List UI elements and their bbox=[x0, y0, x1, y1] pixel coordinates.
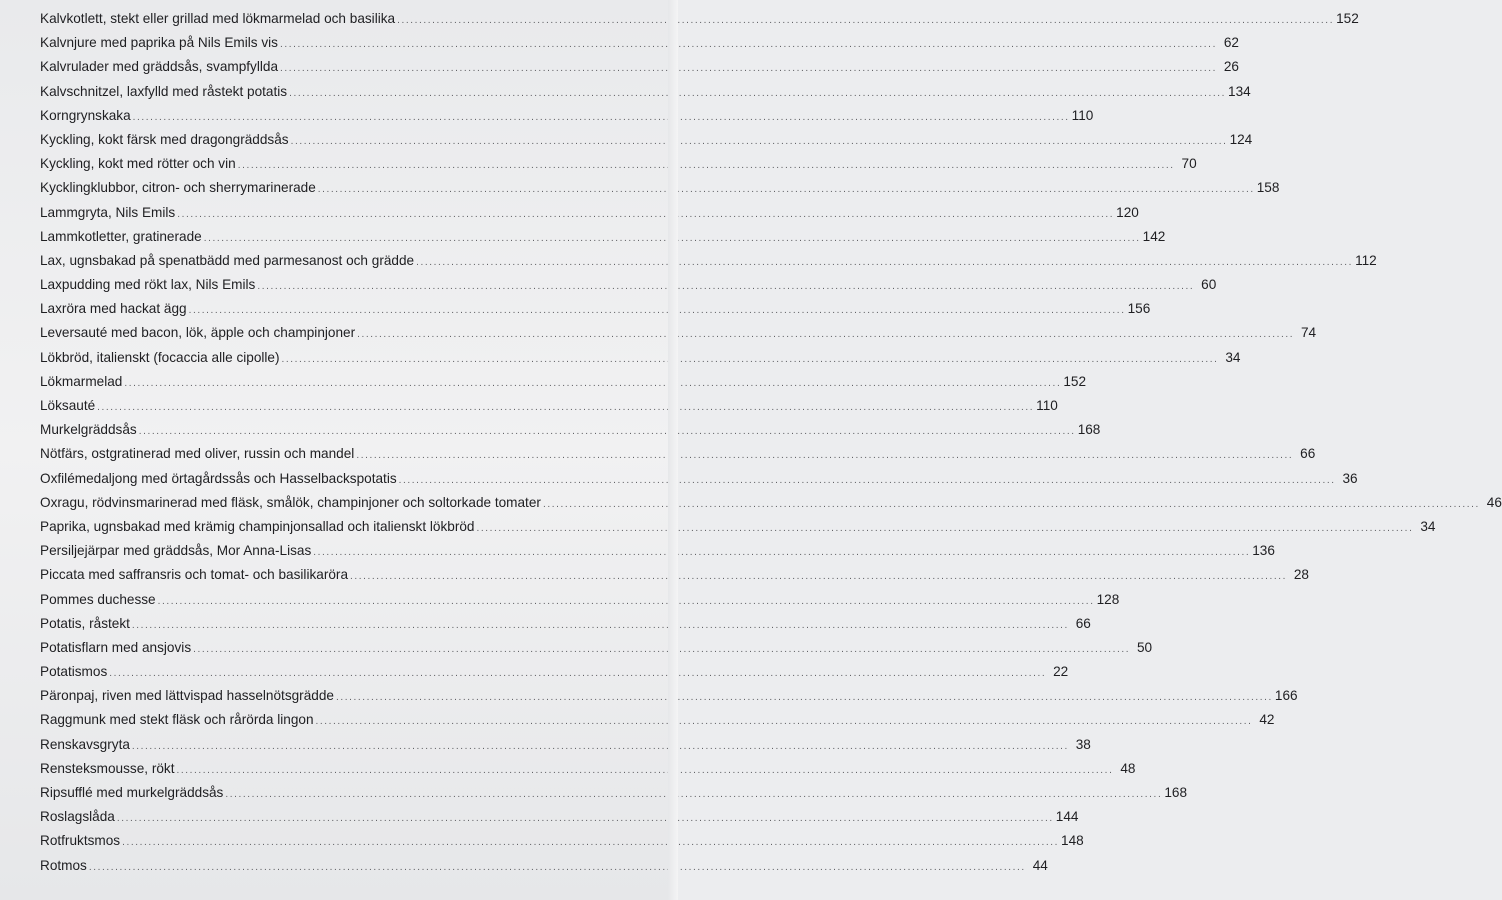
entry-name: Oxragu, rödvinsmarinerad med fläsk, smålök, champinjoner och soltorkade tomater bbox=[40, 494, 541, 510]
entry-name: Paprika, ugnsbakad med krämig champinjonsallad och italienskt lökbröd bbox=[40, 518, 475, 534]
recipe-index-list bbox=[40, 7, 1502, 878]
index-entry bbox=[40, 539, 1275, 563]
index-entry bbox=[40, 80, 1251, 104]
entry-name: Nötfärs, ostgratinerad med oliver, russin och mandel bbox=[40, 446, 355, 462]
entry-name: Kalvkotlett, stekt eller grillad med lökmarmelad och basilika bbox=[40, 11, 396, 26]
dot-leader bbox=[543, 493, 1480, 517]
entry-name: Rotfruktsmos bbox=[40, 833, 121, 849]
index-entry bbox=[40, 55, 1239, 79]
index-entry bbox=[40, 321, 1317, 345]
dot-leader bbox=[117, 807, 1054, 831]
entry-page-number: 34 bbox=[1225, 349, 1241, 365]
dot-leader bbox=[336, 686, 1273, 710]
index-entry bbox=[40, 346, 1241, 370]
index-entry bbox=[40, 31, 1239, 55]
entry-name: Potatismos bbox=[40, 664, 108, 680]
entry-page-number: 38 bbox=[1075, 736, 1091, 752]
entry-page-number: 50 bbox=[1136, 639, 1153, 655]
entry-page-number: 142 bbox=[1142, 228, 1166, 244]
index-entry bbox=[40, 588, 1120, 612]
entry-page-number: 156 bbox=[1127, 301, 1151, 317]
index-entry bbox=[40, 805, 1079, 829]
index-entry bbox=[40, 684, 1298, 708]
entry-page-number: 166 bbox=[1274, 688, 1298, 704]
entry-page-number: 168 bbox=[1164, 785, 1188, 800]
dot-leader bbox=[397, 9, 1334, 33]
entry-page-number: 158 bbox=[1256, 180, 1280, 196]
index-entry bbox=[40, 297, 1151, 321]
entry-name: Lammgryta, Nils Emils bbox=[40, 204, 176, 220]
index-entry bbox=[40, 249, 1377, 273]
entry-name: Lammkotletter, gratinerade bbox=[40, 228, 202, 244]
entry-name: Raggmunk med stekt fläsk och rårörda lingon bbox=[40, 712, 314, 728]
entry-name: Ripsufflé med murkelgräddsås bbox=[40, 785, 224, 800]
entry-name: Rensteksmousse, rökt bbox=[40, 760, 175, 776]
dot-leader bbox=[158, 590, 1095, 614]
index-entry bbox=[40, 563, 1309, 587]
entry-name: Murkelgräddsås bbox=[40, 422, 137, 438]
entry-page-number: 144 bbox=[1055, 809, 1079, 825]
dot-leader bbox=[357, 323, 1294, 347]
entry-name: Kalvrulader med gräddsås, svampfyllda bbox=[40, 59, 279, 75]
entry-name: Pommes duchesse bbox=[40, 591, 156, 607]
entry-page-number: 26 bbox=[1223, 59, 1239, 75]
dot-leader bbox=[280, 57, 1217, 81]
entry-page-number: 22 bbox=[1053, 664, 1069, 680]
entry-name: Oxfilémedaljong med örtagårdssås och Hasselbackspotatis bbox=[40, 470, 397, 486]
index-entry bbox=[40, 104, 1094, 128]
dot-leader bbox=[313, 541, 1250, 565]
index-entry bbox=[40, 176, 1280, 200]
dot-leader bbox=[139, 420, 1076, 444]
dot-leader bbox=[399, 469, 1336, 493]
page-edge bbox=[668, 0, 678, 900]
entry-page-number: 148 bbox=[1061, 833, 1084, 849]
dot-leader bbox=[238, 154, 1175, 178]
dot-leader bbox=[109, 662, 1046, 686]
entry-name: Rotmos bbox=[40, 857, 87, 873]
entry-page-number: 120 bbox=[1116, 204, 1139, 220]
index-entry bbox=[40, 515, 1436, 539]
entry-name: Laxröra med hackat ägg bbox=[40, 301, 187, 317]
index-entry bbox=[40, 201, 1139, 225]
index-entry bbox=[40, 636, 1153, 660]
index-entry bbox=[40, 708, 1275, 732]
index-entry bbox=[40, 733, 1091, 757]
entry-page-number: 48 bbox=[1120, 760, 1136, 776]
index-entry bbox=[40, 467, 1358, 491]
index-entry bbox=[40, 829, 1084, 853]
dot-leader bbox=[176, 759, 1113, 783]
dot-leader bbox=[318, 178, 1255, 202]
entry-page-number: 46 bbox=[1486, 494, 1502, 510]
entry-page-number: 110 bbox=[1036, 398, 1058, 413]
entry-name: Lökbröd, italienskt (focaccia alle cipolle) bbox=[40, 349, 280, 365]
dot-leader bbox=[280, 33, 1217, 57]
entry-name: Renskavsgryta bbox=[40, 736, 130, 752]
entry-name: Potatis, råstekt bbox=[40, 615, 130, 631]
entry-name: Kyckling, kokt färsk med dragongräddsås bbox=[40, 131, 289, 147]
dot-leader bbox=[97, 396, 1034, 420]
index-entry bbox=[40, 781, 1188, 805]
dot-leader bbox=[132, 735, 1069, 759]
dot-leader bbox=[225, 783, 1162, 807]
dot-leader bbox=[89, 856, 1026, 880]
entry-page-number: 44 bbox=[1032, 857, 1048, 873]
index-entry bbox=[40, 418, 1101, 442]
dot-leader bbox=[124, 372, 1061, 396]
entry-name: Persiljejärpar med gräddsås, Mor Anna-Lisas bbox=[40, 543, 312, 559]
index-entry bbox=[40, 854, 1048, 878]
dot-leader bbox=[291, 130, 1228, 154]
entry-name: Kalvschnitzel, laxfylld med råstekt potatis bbox=[40, 83, 288, 99]
entry-name: Lökmarmelad bbox=[40, 373, 123, 389]
entry-name: Leversauté med bacon, lök, äpple och champinjoner bbox=[40, 325, 356, 341]
index-entry bbox=[40, 225, 1166, 249]
entry-name: Kyckling, kokt med rötter och vin bbox=[40, 156, 236, 172]
index-entry bbox=[40, 152, 1197, 176]
dot-leader bbox=[257, 275, 1194, 299]
entry-page-number: 134 bbox=[1228, 83, 1251, 99]
entry-name: Laxpudding med rökt lax, Nils Emils bbox=[40, 277, 256, 293]
entry-page-number: 42 bbox=[1259, 712, 1275, 728]
entry-page-number: 66 bbox=[1075, 615, 1091, 631]
entry-page-number: 152 bbox=[1063, 373, 1087, 389]
dot-leader bbox=[282, 348, 1219, 372]
entry-page-number: 112 bbox=[1355, 252, 1377, 268]
index-entry bbox=[40, 660, 1069, 684]
index-entry bbox=[40, 370, 1087, 394]
entry-name: Kycklingklubbor, citron- och sherrymarinerade bbox=[40, 180, 316, 196]
dot-leader bbox=[350, 565, 1287, 589]
entry-page-number: 110 bbox=[1071, 107, 1094, 123]
entry-page-number: 28 bbox=[1293, 567, 1309, 583]
index-entry bbox=[40, 7, 1359, 31]
index-entry bbox=[40, 491, 1502, 515]
entry-page-number: 152 bbox=[1336, 11, 1359, 26]
entry-name: Korngrynskaka bbox=[40, 107, 131, 123]
dot-leader bbox=[316, 710, 1253, 734]
dot-leader bbox=[356, 444, 1293, 468]
dot-leader bbox=[132, 614, 1069, 638]
entry-name: Löksauté bbox=[40, 398, 96, 413]
dot-leader bbox=[476, 517, 1413, 541]
entry-page-number: 128 bbox=[1096, 591, 1120, 607]
entry-name: Kalvnjure med paprika på Nils Emils vis bbox=[40, 35, 278, 51]
dot-leader bbox=[189, 299, 1126, 323]
entry-page-number: 60 bbox=[1201, 277, 1217, 293]
entry-name: Lax, ugnsbakad på spenatbädd med parmesanost och grädde bbox=[40, 252, 415, 268]
entry-name: Päronpaj, riven med lättvispad hasselnötsgrädde bbox=[40, 688, 334, 704]
entry-page-number: 34 bbox=[1420, 518, 1436, 534]
entry-page-number: 168 bbox=[1077, 422, 1101, 438]
entry-name: Roslagslåda bbox=[40, 809, 115, 825]
index-entry bbox=[40, 442, 1316, 466]
index-entry bbox=[40, 128, 1253, 152]
index-entry bbox=[40, 273, 1217, 297]
entry-name: Potatisflarn med ansjovis bbox=[40, 639, 192, 655]
entry-page-number: 124 bbox=[1229, 131, 1253, 147]
dot-leader bbox=[122, 831, 1059, 855]
index-entry bbox=[40, 757, 1136, 781]
entry-page-number: 70 bbox=[1181, 156, 1197, 172]
dot-leader bbox=[177, 203, 1114, 227]
entry-name: Piccata med saffransris och tomat- och basilikaröra bbox=[40, 567, 349, 583]
entry-page-number: 66 bbox=[1300, 446, 1316, 462]
entry-page-number: 74 bbox=[1300, 325, 1317, 341]
dot-leader bbox=[193, 638, 1130, 662]
dot-leader bbox=[289, 82, 1226, 106]
entry-page-number: 62 bbox=[1223, 35, 1239, 51]
index-entry bbox=[40, 394, 1058, 418]
index-entry bbox=[40, 612, 1091, 636]
dot-leader bbox=[416, 251, 1353, 275]
entry-page-number: 36 bbox=[1342, 470, 1358, 486]
dot-leader bbox=[133, 106, 1070, 130]
entry-page-number: 136 bbox=[1252, 543, 1275, 559]
